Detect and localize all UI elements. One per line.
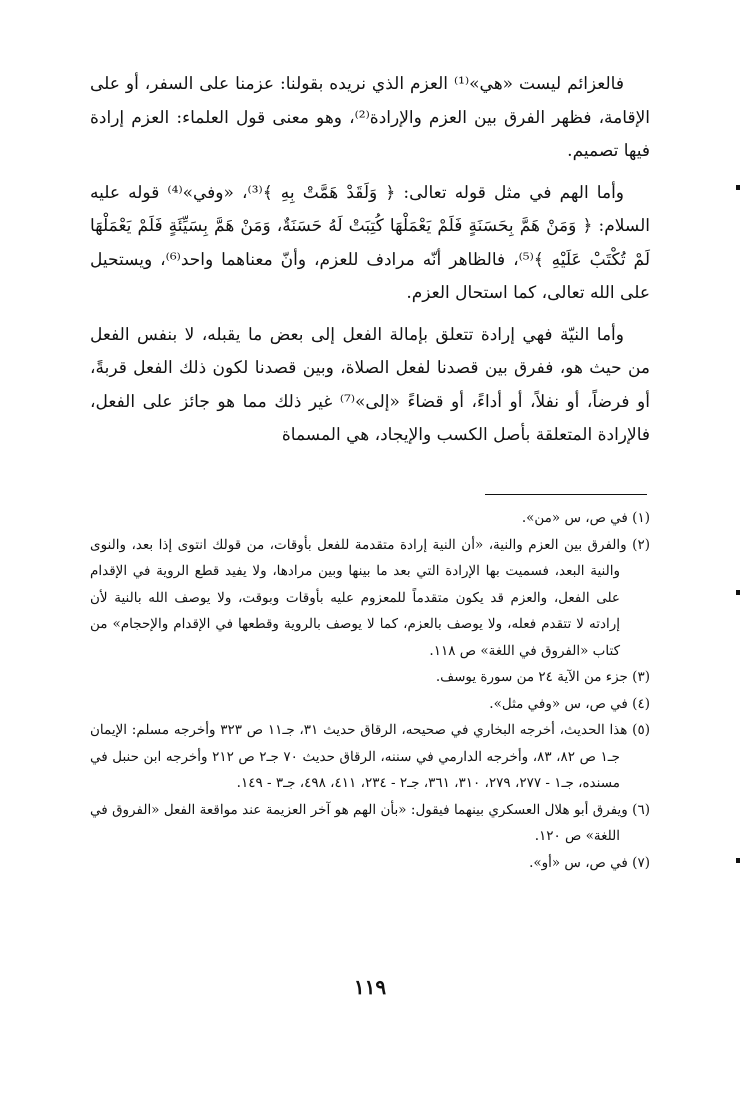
footnotes xyxy=(90,505,650,876)
main-text xyxy=(90,68,650,453)
footnote-separator xyxy=(485,494,647,495)
footnote-1: (١) في ص، س «من». xyxy=(521,510,650,526)
edge-mark xyxy=(736,185,740,190)
footnote-3: (٣) جزء من الآية ٢٤ من سورة يوسف. xyxy=(435,669,650,685)
footnote-2: (٢) والفرق بين العزم والنية، «أن النية إرادة متقدمة للفعل بأوقات، من قولك انتوى إذا بعد، والنوى والنية البعد، فسميت بها الإرادة التي بعد ما بينها وبين مرادها، ولا يفيد قطع الروية في الإقدام على الفعل، والعزم قد يكون متقدماً للمعزوم عليه بأوقات وبوقت، ولا يوصف الله بالنية لأن إرادته لا تتقدم فعله، ولا يوصف بالعزم، كما لا يوصف بالروية وقطعها في الإقدام والإحجام» من كتاب «الفروق في اللغة» ص ١١٨. xyxy=(90,536,650,659)
edge-mark xyxy=(736,858,740,863)
paragraph-2: وأما الهم في مثل قوله تعالى: ﴿ وَلَقَدْ هَمَّتْ بِهِ ﴾⁽³⁾، «وفي»⁽⁴⁾ قوله عليه السلام: ﴿ وَمَنْ هَمَّ بِحَسَنَةٍ فَلَمْ يَعْمَلْهَا كُتِبَتْ لَهُ حَسَنَةٌ، وَمَنْ هَمَّ بِسَيِّئَةٍ فَلَمْ يَعْمَلْهَا لَمْ تُكْتَبْ عَلَيْهِ ﴾⁽⁵⁾، فالظاهر أنّه مرادف للعزم، وأنّ معناهما واحد⁽⁶⁾، ويستحيل على الله تعالى، كما استحال العزم. xyxy=(90,182,650,303)
footnote-4: (٤) في ص، س «وفي مثل». xyxy=(489,695,650,712)
paragraph-3: وأما النيّة فهي إرادة تتعلق بإمالة الفعل إلى بعض ما يقبله، لا بنفس الفعل من حيث هو، ففرق بين قصدنا لفعل الصلاة، وبين قصدنا لكون ذلك الفعل قربةً، أو فرضاً، أو نفلاً، أو أداءً، أو قضاءً «إلى»⁽⁷⁾ غير ذلك مما هو جائز على الفعل، فالإرادة المتعلقة بأصل الكسب والإيجاد، هي المسماة xyxy=(90,324,650,445)
footnote-5: (٥) هذا الحديث، أخرجه البخاري في صحيحه، الرقاق حديث ٣١، جـ١١ ص ٣٢٣ وأخرجه مسلم: الإيمان جـ١ ص ٨٢، ٨٣، وأخرجه الدارمي في سننه، الرقاق حديث ٧٠ جـ٢ ص ٢١٢ وأخرجه ابن حنبل في مسنده، جـ١ - ٢٧٧، ٢٧٩، ٣١٠، ٣٦١، جـ٢ - ٢٣٤، ٤١١، ٤٩٨، جـ٣ - ١٤٩. xyxy=(90,722,650,791)
footnote-7: (٧) في ص، س «أو». xyxy=(529,854,650,871)
footnote-6: (٦) ويفرق أبو هلال العسكري بينهما فيقول: «بأن الهم هو آخر العزيمة عند مواقعة الفعل «الفروق في اللغة» ص ١٢٠. xyxy=(90,801,650,844)
paragraph-1: فالعزائم ليست «هي»⁽¹⁾ العزم الذي نريده بقولنا: عزمنا على السفر، أو على الإقامة، فظهر الفرق بين العزم والإرادة⁽²⁾، وهو معنى قول العلماء: العزم إرادة فيها تصميم. xyxy=(90,74,650,161)
page-number: ١١٩ xyxy=(353,975,387,999)
edge-mark xyxy=(736,590,740,595)
